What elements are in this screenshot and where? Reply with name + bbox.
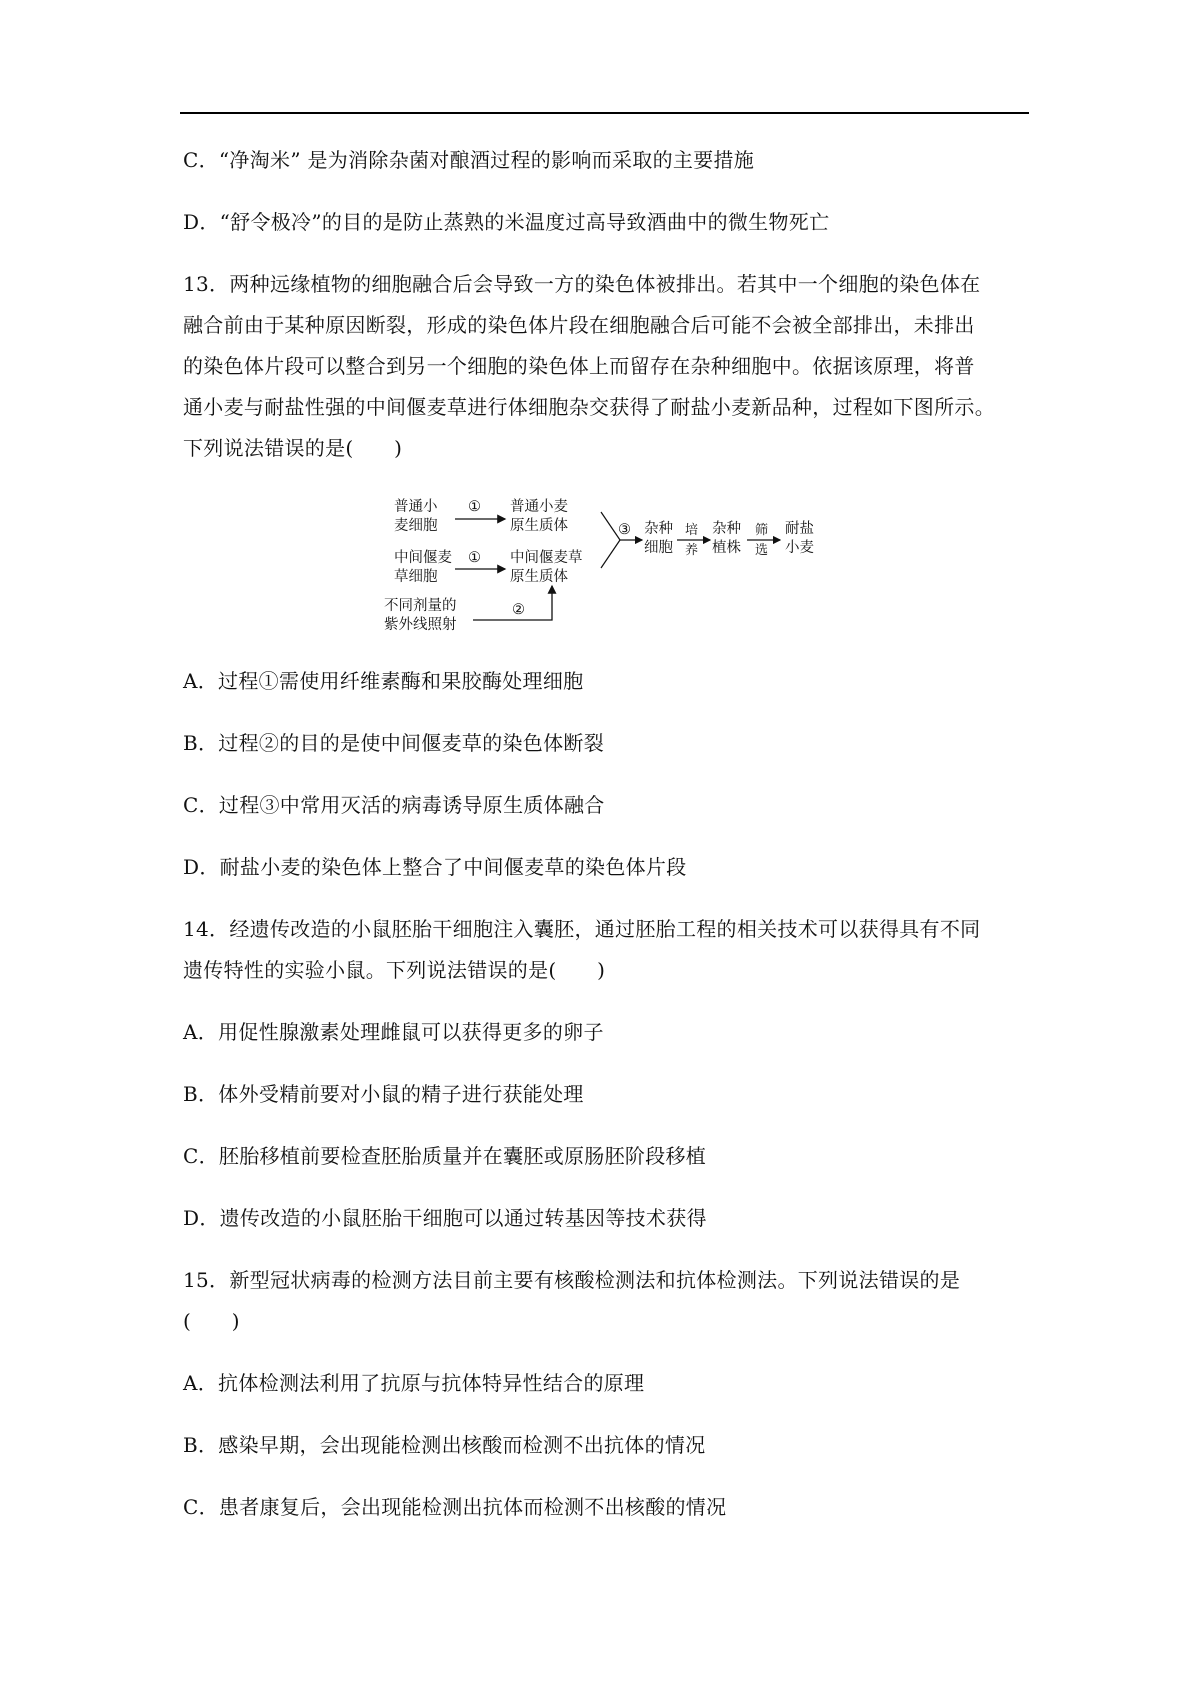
q15-option-a: A．抗体检测法利用了抗原与抗体特异性结合的原理 — [183, 1371, 645, 1395]
q14-option-a: A．用促性腺激素处理雌鼠可以获得更多的卵子 — [183, 1020, 604, 1044]
hybrid-cell-label: 杂种 — [644, 521, 673, 537]
q13-stem-line: 通小麦与耐盐性强的中间偃麦草进行体细胞杂交获得了耐盐小麦新品种，过程如下图所示。 — [183, 395, 995, 419]
step-2-label: ② — [512, 602, 525, 618]
wheat-protoplast-label: 普通小麦 — [510, 499, 568, 515]
grass-protoplast-label: 中间偃麦草 — [510, 550, 583, 566]
wheat-cell-label: 麦细胞 — [394, 518, 438, 534]
q13-option-b: B．过程②的目的是使中间偃麦草的染色体断裂 — [183, 731, 604, 755]
q12-option-c: C．“净淘米” 是为消除杂菌对酿酒过程的影响而采取的主要措施 — [183, 148, 755, 172]
uv-label: 紫外线照射 — [384, 617, 457, 633]
grass-cell-label: 中间偃麦 — [394, 550, 452, 566]
step-1-label: ① — [468, 550, 481, 566]
culture-label: 培 — [685, 523, 699, 538]
screen-label: 选 — [755, 543, 769, 558]
uv-label: 不同剂量的 — [384, 598, 457, 614]
q14-option-b: B．体外受精前要对小鼠的精子进行获能处理 — [183, 1082, 584, 1106]
hybrid-cell-label: 细胞 — [644, 540, 673, 556]
q14-option-c: C．胚胎移植前要检查胚胎质量并在囊胚或原肠胚阶段移植 — [183, 1144, 707, 1168]
culture-label: 养 — [685, 543, 699, 558]
q13-stem-line: 融合前由于某种原因断裂，形成的染色体片段在细胞融合后可能不会被全部排出，未排出 — [183, 313, 975, 337]
screen-label: 筛 — [755, 523, 769, 538]
step-1-label: ① — [468, 499, 481, 515]
grass-protoplast-label: 原生质体 — [510, 569, 568, 585]
q13-option-d: D．耐盐小麦的染色体上整合了中间偃麦草的染色体片段 — [183, 855, 687, 879]
q14-stem-line: 14．经遗传改造的小鼠胚胎干细胞注入囊胚，通过胚胎工程的相关技术可以获得具有不同 — [183, 917, 981, 941]
q14-option-d: D．遗传改造的小鼠胚胎干细胞可以通过转基因等技术获得 — [183, 1206, 707, 1230]
hybrid-plant-label: 植株 — [712, 540, 741, 556]
grass-cell-label: 草细胞 — [394, 569, 438, 585]
hybrid-plant-label: 杂种 — [712, 521, 741, 537]
wheat-cell-label: 普通小 — [394, 499, 438, 515]
q14-stem-line: 遗传特性的实验小鼠。下列说法错误的是( ) — [183, 958, 606, 982]
q15-option-c: C．患者康复后，会出现能检测出抗体而检测不出核酸的情况 — [183, 1495, 727, 1519]
step-3-label: ③ — [618, 522, 631, 538]
q13-option-c: C．过程③中常用灭活的病毒诱导原生质体融合 — [183, 793, 605, 817]
q15-option-b: B．感染早期，会出现能检测出核酸而检测不出抗体的情况 — [183, 1433, 706, 1457]
q12-option-d: D．“舒令极冷”的目的是防止蒸熟的米温度过高导致酒曲中的微生物死亡 — [183, 210, 830, 234]
result-label: 小麦 — [785, 540, 814, 556]
wheat-protoplast-label: 原生质体 — [510, 518, 568, 534]
result-label: 耐盐 — [785, 521, 814, 537]
fusion-flow-diagram — [380, 494, 840, 634]
merge-line — [601, 540, 620, 568]
q15-stem-line: 15．新型冠状病毒的检测方法目前主要有核酸检测法和抗体检测法。下列说法错误的是 — [183, 1268, 961, 1292]
q15-stem-line: ( ) — [183, 1309, 240, 1333]
q13-option-a: A．过程①需使用纤维素酶和果胶酶处理细胞 — [183, 669, 584, 693]
header-rule — [180, 112, 1029, 114]
q13-stem-line: 的染色体片段可以整合到另一个细胞的染色体上而留存在杂种细胞中。依据该原理，将普 — [183, 354, 975, 378]
q13-stem-line: 下列说法错误的是( ) — [183, 436, 403, 460]
q13-stem-line: 13．两种远缘植物的细胞融合后会导致一方的染色体被排出。若其中一个细胞的染色体在 — [183, 272, 981, 296]
